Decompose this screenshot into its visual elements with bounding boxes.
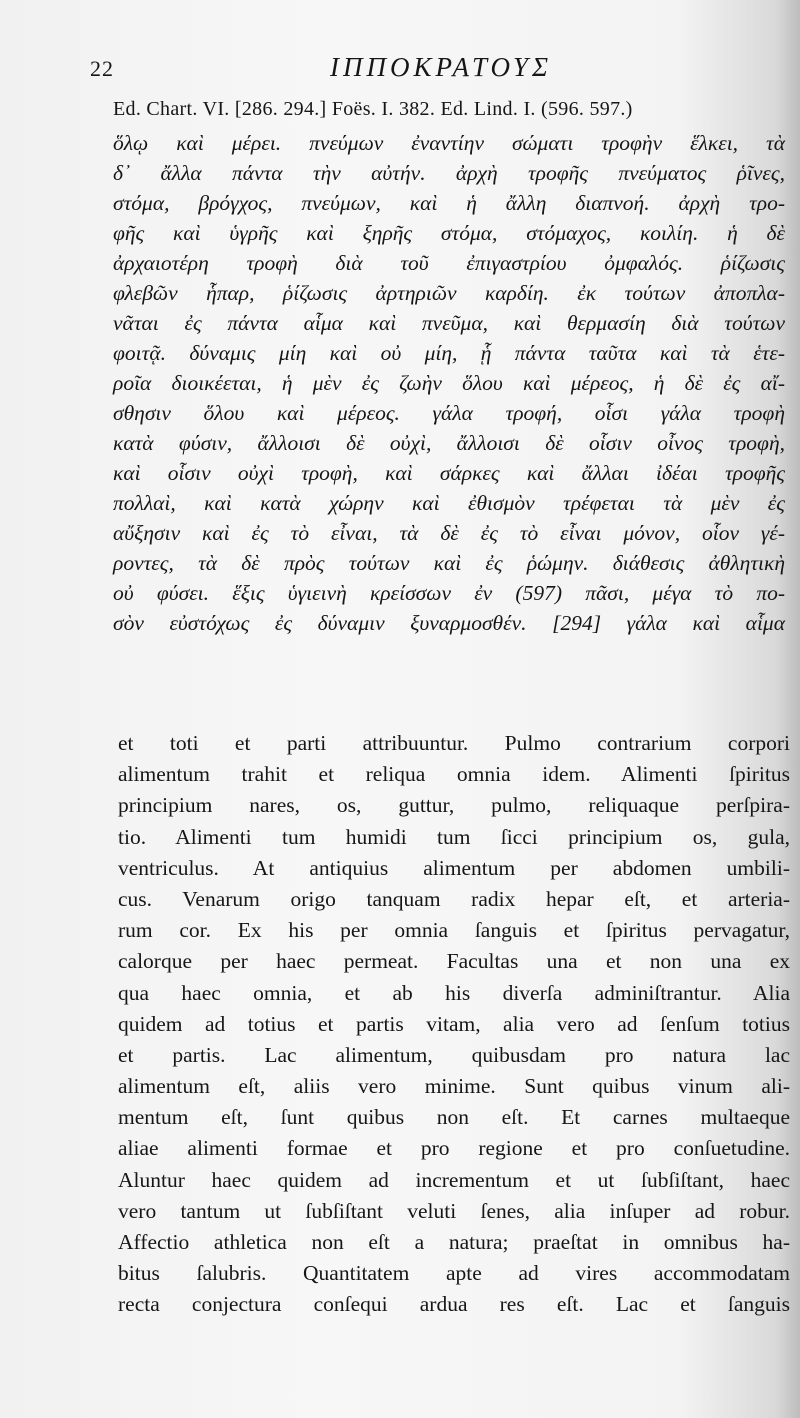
edition-reference-line: Ed. Chart. VI. [286. 294.] Foës. I. 382. Ed. Lind. I. (596. 597.) xyxy=(113,98,633,120)
greek-text-line: φοιτᾷ. δύναμις μίη καὶ οὐ μίη, ᾗ πάντα ταῦτα καὶ τὰ ἑτε- xyxy=(113,341,785,365)
greek-text-line: αὔξησιν καὶ ἐς τὸ εἶναι, τὰ δὲ ἐς τὸ εἶναι μόνον, οἷον γέ- xyxy=(113,521,785,545)
latin-text-line: aliae alimenti formae et pro regione et pro conſuetudine. xyxy=(118,1136,790,1161)
latin-text-line: Affectio athletica non eſt a natura; praeſtat in omnibus ha- xyxy=(118,1230,790,1254)
greek-text-line: ροῖα διοικέεται, ἡ μὲν ἐς ζωὴν ὅλου καὶ μέρεος, ἡ δὲ ἐς αἴ- xyxy=(113,371,785,395)
greek-text-line: φῆς καὶ ὑγρῆς καὶ ξηρῆς στόμα, στόμαχος, κοιλίη. ἡ δὲ xyxy=(113,221,785,245)
running-title: ΙΠΠΟΚΡΑΤΟΥΣ xyxy=(330,52,553,82)
latin-text-line: tio. Alimenti tum humidi tum ſicci principium os, gula, xyxy=(118,824,790,849)
greek-text-line: σὸν εὐστόχως ἐς δύναμιν ξυναρμοσθέν. [294] γάλα καὶ αἷμα xyxy=(113,611,785,635)
latin-text-line: vero tantum ut ſubſiſtant veluti ſenes, alia inſuper ad robur. xyxy=(118,1198,790,1223)
latin-text-line: recta conjectura conſequi ardua res eſt. Lac et ſanguis xyxy=(118,1292,790,1317)
greek-text-line: ροντες, τὰ δὲ πρὸς τούτων καὶ ἐς ῥώμην. διάθεσις ἀθλητικὴ xyxy=(113,551,785,575)
greek-text-line: οὐ φύσει. ἕξις ὑγιεινὴ κρείσσων ἐν (597) πᾶσι, μέγα τὸ πο- xyxy=(113,581,785,605)
greek-text-line: στόμα, βρόγχος, πνεύμων, καὶ ἡ ἄλλη διαπνοή. ἀρχὴ τρο- xyxy=(113,191,785,215)
latin-text-line: quidem ad totius et partis vitam, alia vero ad ſenſum totius xyxy=(118,1011,790,1036)
greek-text-line: ἀρχαιοτέρη τροφὴ διὰ τοῦ ἐπιγαστρίου ὀμφαλός. ῥίζωσις xyxy=(113,251,785,275)
latin-text-line: ventriculus. At antiquius alimentum per abdomen umbili- xyxy=(118,855,790,880)
latin-text-line: principium nares, os, guttur, pulmo, reliquaque perſpira- xyxy=(118,793,790,818)
greek-text-line: δ᾽ ἄλλα πάντα τὴν αὐτήν. ἀρχὴ τροφῆς πνεύματος ῥῖνες, xyxy=(113,161,785,185)
latin-text-line: rum cor. Ex his per omnia ſanguis et ſpiritus pervagatur, xyxy=(118,918,790,943)
greek-text-line: φλεβῶν ἧπαρ, ῥίζωσις ἀρτηριῶν καρδίη. ἐκ τούτων ἀποπλα- xyxy=(113,281,785,305)
greek-text-block xyxy=(113,128,785,638)
greek-text-line: κατὰ φύσιν, ἄλλοισι δὲ οὐχὶ, ἄλλοισι δὲ οἷσιν οἶνος τροφὴ, xyxy=(113,431,785,455)
latin-text-line: mentum eſt, ſunt quibus non eſt. Et carnes multaeque xyxy=(118,1105,790,1130)
latin-text-line: calorque per haec permeat. Facultas una et non una ex xyxy=(118,949,790,974)
latin-text-line: alimentum eſt, aliis vero minime. Sunt quibus vinum ali- xyxy=(118,1074,790,1099)
greek-text-line: σθησιν ὅλου καὶ μέρεος. γάλα τροφή, οἷσι γάλα τροφὴ xyxy=(113,401,785,425)
latin-text-line: cus. Venarum origo tanquam radix hepar eſt, et arteria- xyxy=(118,886,790,911)
latin-text-line: et toti et parti attribuuntur. Pulmo contrarium corpori xyxy=(118,731,790,755)
latin-text-block xyxy=(118,728,790,1321)
latin-text-line: alimentum trahit et reliqua omnia idem. Alimenti ſpiritus xyxy=(118,762,790,787)
page-number: 22 xyxy=(90,56,114,81)
greek-text-line: καὶ οἷσιν οὐχὶ τροφὴ, καὶ σάρκες καὶ ἄλλαι ἰδέαι τροφῆς xyxy=(113,461,785,485)
latin-text-line: Aluntur haec quidem ad incrementum et ut ſubſiſtant, haec xyxy=(118,1167,790,1192)
page-header xyxy=(0,46,800,86)
greek-text-line: νᾶται ἐς πάντα αἷμα καὶ πνεῦμα, καὶ θερμασίη διὰ τούτων xyxy=(113,311,785,335)
latin-text-line: qua haec omnia, et ab his diverſa adminiſtrantur. Alia xyxy=(118,980,790,1005)
greek-text-line: ὅλῳ καὶ μέρει. πνεύμων ἐναντίην σώματι τροφὴν ἕλκει, τὰ xyxy=(113,131,785,155)
latin-text-line: bitus ſalubris. Quantitatem apte ad vires accommodatam xyxy=(118,1261,790,1286)
latin-text-line: et partis. Lac alimentum, quibusdam pro natura lac xyxy=(118,1042,790,1067)
greek-text-line: πολλαὶ, καὶ κατὰ χώρην καὶ ἐθισμὸν τρέφεται τὰ μὲν ἐς xyxy=(113,491,785,515)
